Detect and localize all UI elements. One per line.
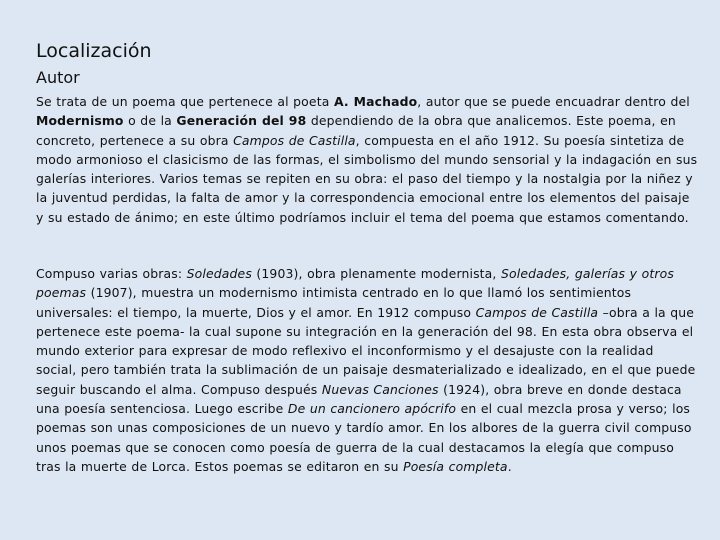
text-run: , autor que se puede encuadrar dentro del <box>417 94 690 109</box>
text-run: (1907), muestra un modernismo intimista centrado en lo que llamó los sentimientos universales: el tiempo, la muerte, Dios y el amor. En 1912 compuso <box>36 285 632 320</box>
text-run: –obra a la que pertenece este poema- la cual supone su integración en la generación del 98. En esta obra observa el mundo exterior para expresar de modo reflexivo el inconformismo y el desajuste con la realidad social, pero también trata la sublimación de un paisaje desmaterializado e idealizado, en el que puede seguir buscando el alma. Compuso después <box>36 304 696 397</box>
slide-title: Localización <box>36 40 152 62</box>
text-run: en el cual mezcla prosa y verso; los poemas son unas composiciones de un nuevo y tardío amor. En los albores de la guerra civil compuso unos poemas que se conocen como poesía de guerra de la cual destacamos la elegía que compuso tras la muerte de Lorca. Estos poemas se editaron en su <box>36 401 692 474</box>
italic-text-run: Nuevas Canciones <box>321 381 439 397</box>
text-run: dependiendo de la obra que analicemos. Este poema, en concreto, pertenece a su obra <box>36 113 676 148</box>
italic-text-run: De un cancionero apócrifo <box>287 401 457 417</box>
italic-text-run: Poesía completa <box>403 458 508 474</box>
bold-text-run: Modernismo <box>36 113 124 129</box>
paragraph-author-intro <box>36 92 698 227</box>
text-run: Se trata de un poema que pertenece al poeta <box>36 94 334 109</box>
text-run: (1903), obra plenamente modernista, <box>251 266 501 281</box>
text-run: , compuesta en el año 1912. Su poesía sintetiza de modo armonioso el clasicismo de las formas, el simbolismo del mundo sensorial y la indagación en sus galerías interiores. Varios temas se repiten en su obra: el paso del tiempo y la nostalgia por la niñez y la juventud perdidas, la falta de amor y la correspondencia emocional entre los elementos del paisaje y su estado de ánimo; en este último podríamos incluir el tema del poema que estamos comentando. <box>36 132 698 225</box>
text-run: Compuso varias obras: <box>36 266 187 281</box>
italic-text-run: Soledades, galerías y otros poemas <box>36 266 674 301</box>
paragraph-works <box>36 264 698 476</box>
section-heading-autor: Autor <box>36 68 80 87</box>
text-run: o de la <box>123 113 177 129</box>
bold-text-run: Generación del 98 <box>176 113 307 129</box>
text-run: . <box>507 458 512 474</box>
text-run: (1924), obra breve en donde destaca una poesía sentenciosa. Luego escribe <box>36 381 682 417</box>
italic-text-run: Campos de Castilla <box>475 304 599 320</box>
bold-text-run: A. Machado <box>333 94 418 109</box>
italic-text-run: Soledades <box>186 266 252 281</box>
italic-text-run: Campos de Castilla <box>233 132 356 148</box>
